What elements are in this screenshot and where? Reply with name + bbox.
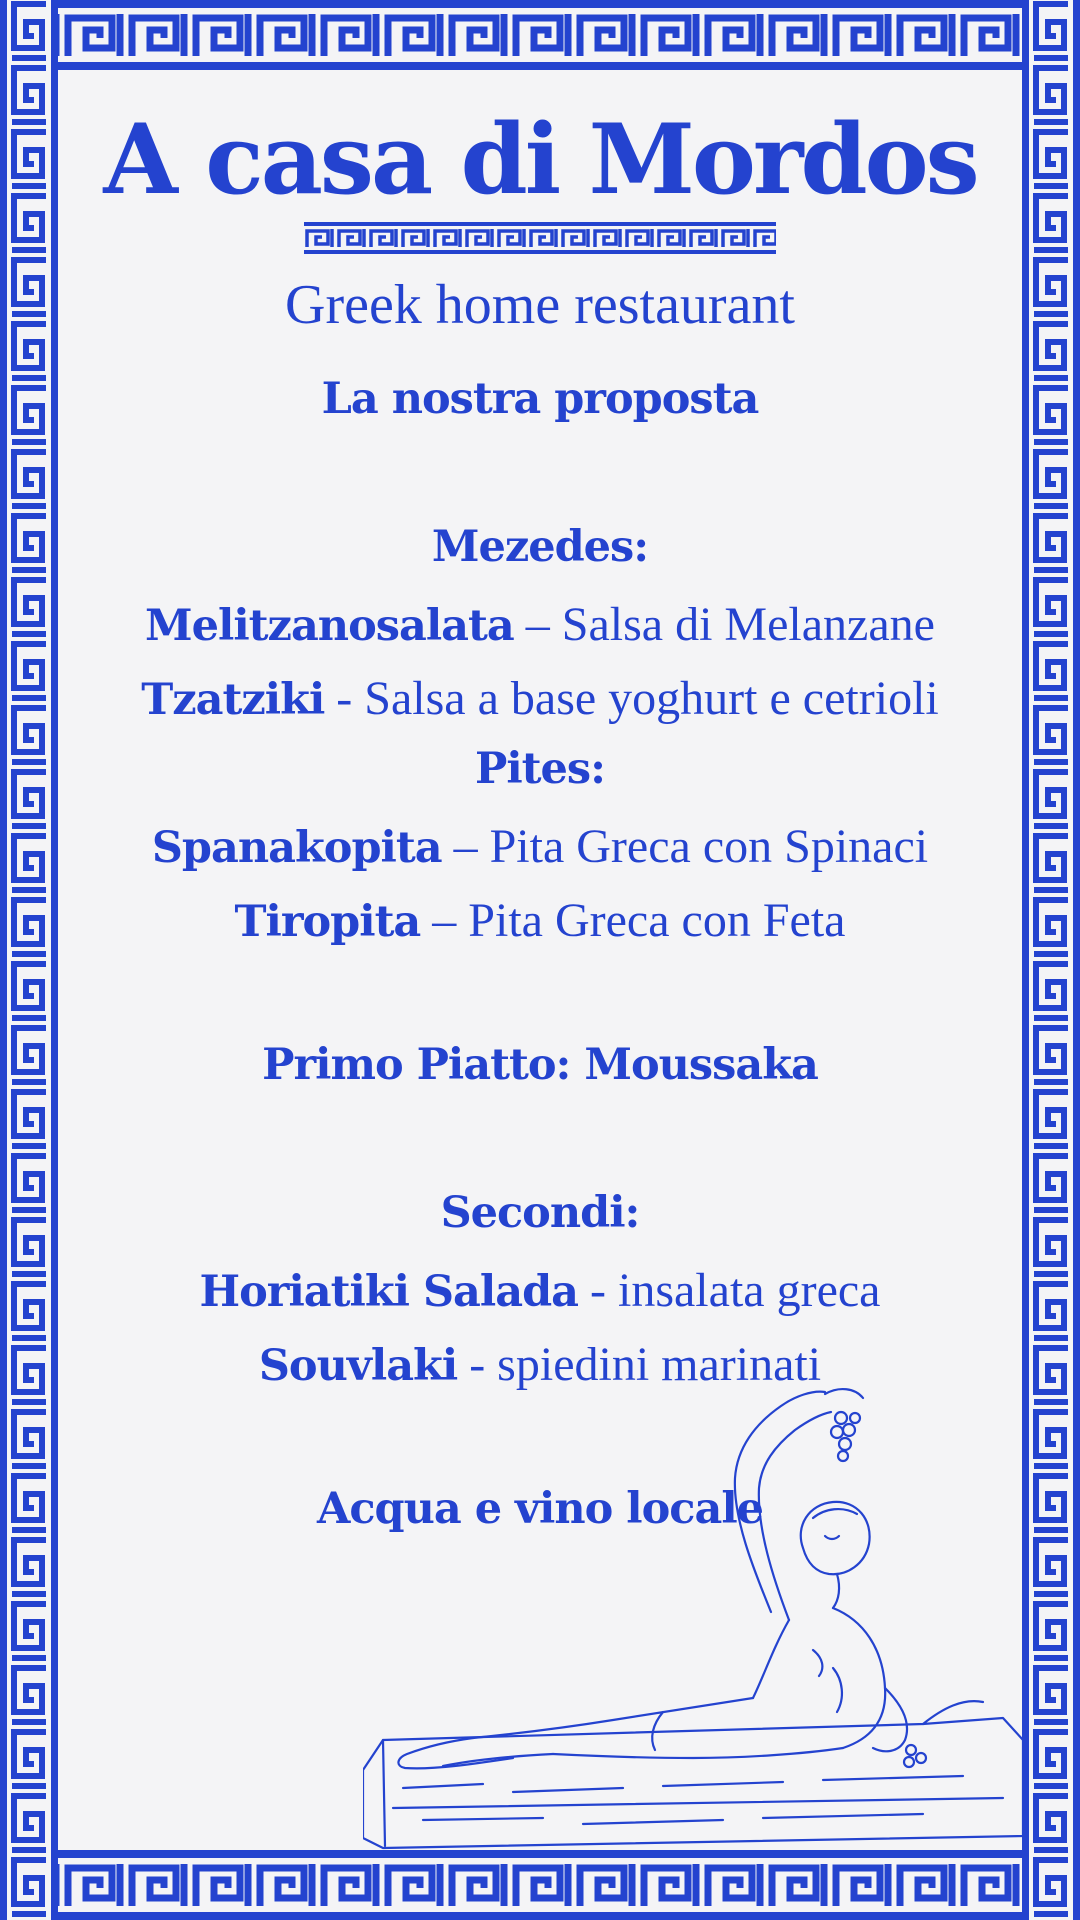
dish-separator: - [457, 1338, 498, 1391]
dish-name: Melitzanosalata [145, 601, 514, 651]
menu-heading: La nostra proposta [321, 374, 759, 424]
dish-separator: - [324, 672, 365, 725]
greek-key-border-right [1022, 0, 1080, 1920]
dish-description: Salsa di Melanzane [561, 598, 935, 651]
dish-name: Tzatziki [141, 675, 325, 725]
section-secondi-label: Secondi: [440, 1188, 640, 1238]
dish-separator: – [441, 820, 490, 873]
dish-name: Souvlaki [258, 1341, 458, 1391]
greek-key-divider-icon [304, 222, 776, 254]
menu-item [58, 596, 1022, 654]
reclining-satyr-statue-icon [363, 1368, 1023, 1850]
dish-separator: – [513, 598, 562, 651]
dish-name: Horiatiki Salada [199, 1267, 578, 1317]
dish-separator: - [578, 1264, 618, 1317]
menu-item [58, 670, 1022, 728]
dish-description: Salsa a base yoghurt e cetrioli [364, 672, 939, 725]
drinks-line: Acqua e vino locale [316, 1484, 764, 1534]
dish-description: Pita Greca con Spinaci [489, 820, 929, 873]
menu-item [58, 892, 1022, 950]
menu-item [58, 1262, 1022, 1320]
restaurant-title: A casa di Mordos [103, 103, 977, 216]
section-pites-label: Pites: [475, 744, 605, 794]
section-mezedes-label: Mezedes: [431, 522, 649, 572]
greek-key-border-bottom [0, 1850, 1080, 1920]
dish-description: Pita Greca con Feta [468, 894, 846, 947]
dish-separator: – [420, 894, 469, 947]
dish-description: insalata greca [617, 1264, 881, 1317]
restaurant-subtitle: Greek home restaurant [285, 274, 795, 336]
greek-key-border-top [0, 0, 1080, 70]
dish-name: Spanakopita [151, 823, 442, 873]
dish-description: spiedini marinati [497, 1338, 822, 1391]
dish-name: Tiropita [234, 897, 421, 947]
greek-key-border-left [0, 0, 58, 1920]
primo-piatto: Primo Piatto: Moussaka [262, 1040, 818, 1090]
menu-item [58, 818, 1022, 876]
menu-card [58, 70, 1022, 1850]
